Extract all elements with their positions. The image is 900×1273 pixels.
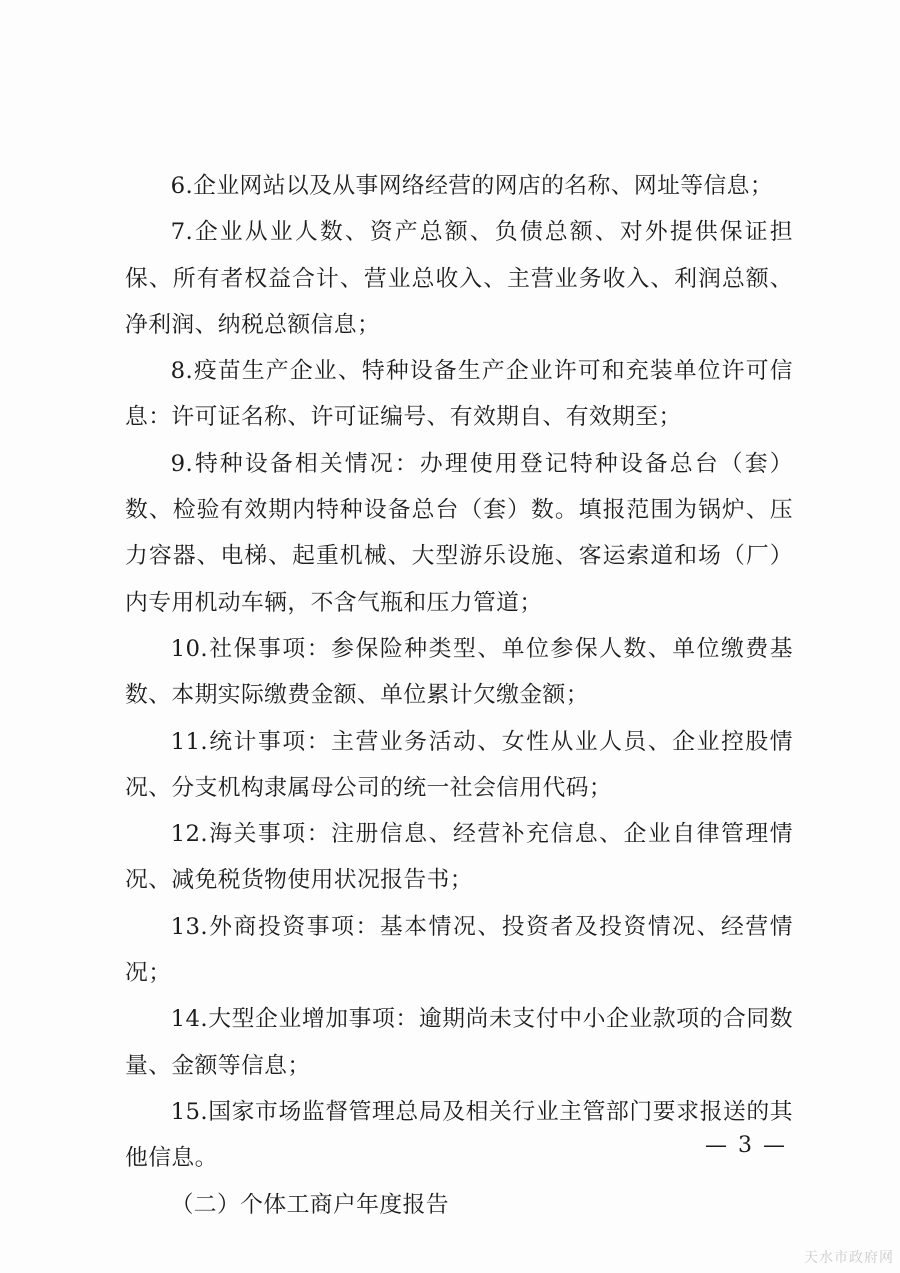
paragraph-item-7: 7.企业从业人数、资产总额、负债总额、对外提供保证担保、所有者权益合计、营业总收入、主营业务收入、利润总额、净利润、纳税总额信息； [125, 219, 793, 338]
document-body [125, 163, 793, 1228]
paragraph-item-15: 15.国家市场监督管理总局及相关行业主管部门要求报送的其他信息。 [125, 1098, 793, 1172]
paragraph-item-10: 10.社保事项：参保险种类型、单位参保人数、单位缴费基数、本期实际缴费金额、单位累计欠缴金额； [125, 635, 793, 709]
paragraph-item-9: 9.特种设备相关情况：办理使用登记特种设备总台（套）数、检验有效期内特种设备总台（套）数。填报范围为锅炉、压力容器、电梯、起重机械、大型游乐设施、客运索道和场（厂）内专用机动车辆，不含气瓶和压力管道； [125, 450, 793, 616]
paragraph-item-14: 14.大型企业增加事项：逾期尚未支付中小企业款项的合同数量、金额等信息； [125, 1006, 793, 1079]
paragraph-item-8: 8.疫苗生产企业、特种设备生产企业许可和充装单位许可信息：许可证名称、许可证编号、有效期自、有效期至； [125, 358, 793, 431]
section-heading: （二）个体工商户年度报告 [170, 1191, 449, 1218]
paragraph-item-6: 6.企业网站以及从事网络经营的网店的名称、网址等信息； [170, 173, 774, 199]
watermark: 天水市政府网 [804, 1250, 894, 1266]
paragraph-item-11: 11.统计事项：主营业务活动、女性从业人员、企业控股情况、分支机构隶属母公司的统一社会信用代码； [125, 728, 793, 801]
paragraph-item-13: 13.外商投资事项：基本情况、投资者及投资情况、经营情况； [125, 913, 793, 987]
page-number: — 3 — [705, 1133, 787, 1158]
paragraph-item-12: 12.海关事项：注册信息、经营补充信息、企业自律管理情况、减免税货物使用状况报告书； [125, 821, 793, 894]
